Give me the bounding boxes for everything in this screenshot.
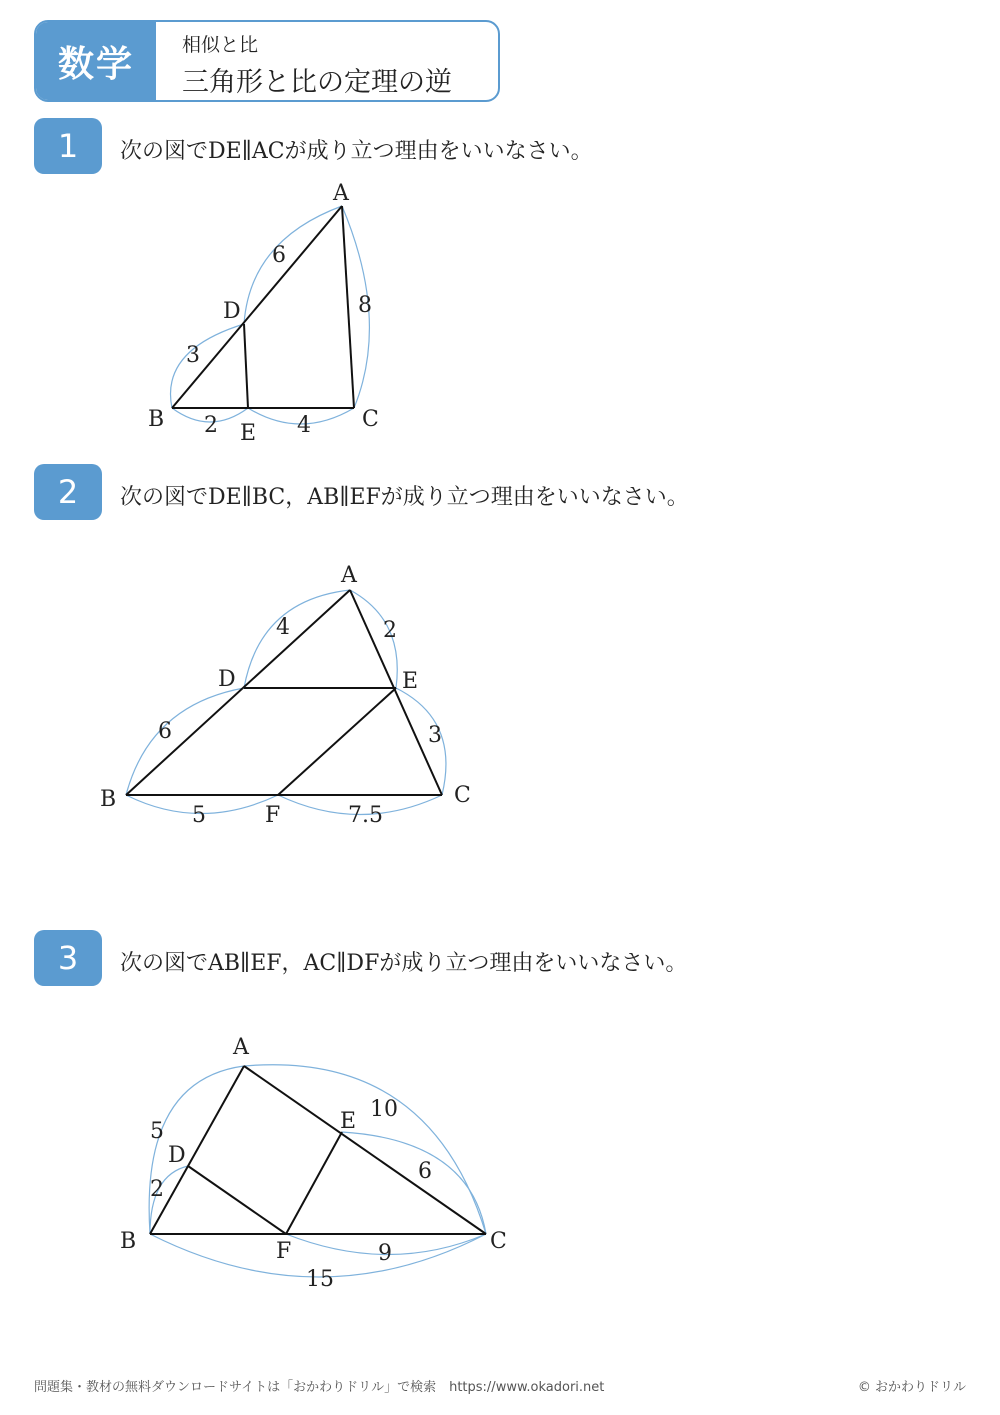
label-e: E [240, 421, 257, 446]
measure-bc: 15 [306, 1267, 334, 1292]
measure-ec: 3 [428, 723, 442, 748]
label-a: A [233, 1035, 249, 1060]
measure-db: 6 [158, 719, 172, 744]
measure-ec: 6 [418, 1159, 432, 1184]
measure-ae: 2 [383, 618, 397, 643]
label-b: B [120, 1229, 137, 1254]
figure-question-3 [0, 1030, 540, 1300]
segment-ab [150, 1066, 244, 1234]
measure-db: 2 [150, 1177, 164, 1202]
segment-ac [244, 1066, 486, 1234]
footer-copyright: © おかわりドリル [857, 1380, 966, 1395]
figure-question-2 [0, 555, 520, 835]
label-e: E [402, 669, 419, 694]
measure-ac: 10 [370, 1097, 398, 1122]
label-c: C [454, 783, 471, 808]
label-b: B [148, 407, 165, 432]
segment-ab [126, 590, 350, 795]
label-a: A [333, 181, 349, 206]
label-d: D [223, 299, 241, 324]
figure-question-1 [0, 170, 520, 460]
question-text-1: 次の図でDE∥ACが成り立つ理由をいいなさい。 [120, 139, 593, 164]
question-text-2: 次の図でDE∥BC，AB∥EFが成り立つ理由をいいなさい。 [120, 485, 689, 510]
segment-de [244, 324, 248, 408]
measure-fc: 7.5 [348, 803, 383, 828]
measure-bf: 5 [192, 803, 206, 828]
measure-db: 3 [186, 343, 200, 368]
segment-ef [286, 1132, 342, 1234]
question-number-1: 1 [34, 118, 102, 174]
footer-site-info: 問題集・教材の無料ダウンロードサイトは「おかわりドリル」で検索 https://www.okadori.net [34, 1380, 605, 1395]
measure-ad: 4 [276, 615, 290, 640]
label-f: F [265, 803, 281, 828]
measure-ad: 6 [272, 243, 286, 268]
segment-ab [172, 206, 342, 408]
measure-be: 2 [204, 413, 218, 438]
label-d: D [218, 667, 236, 692]
unit-name: 相似と比 [182, 34, 259, 56]
label-f: F [276, 1239, 292, 1264]
label-c: C [362, 407, 379, 432]
label-c: C [490, 1229, 507, 1254]
measure-ec: 4 [297, 413, 311, 438]
measure-ac: 8 [358, 293, 372, 318]
measure-ab: 5 [150, 1119, 164, 1144]
label-b: B [100, 787, 117, 812]
segment-ac [342, 206, 354, 408]
question-number-3: 3 [34, 930, 102, 986]
question-number-2: 2 [34, 464, 102, 520]
label-a: A [341, 563, 357, 588]
measure-fc: 9 [378, 1241, 392, 1266]
question-text-3: 次の図でAB∥EF，AC∥DFが成り立つ理由をいいなさい。 [120, 951, 688, 976]
label-e: E [340, 1109, 357, 1134]
subject-badge: 数学 [36, 22, 156, 100]
segment-df [188, 1166, 286, 1234]
label-d: D [168, 1143, 186, 1168]
worksheet-title: 三角形と比の定理の逆 [182, 67, 452, 98]
worksheet-header [34, 20, 500, 102]
segment-ef [278, 688, 396, 795]
